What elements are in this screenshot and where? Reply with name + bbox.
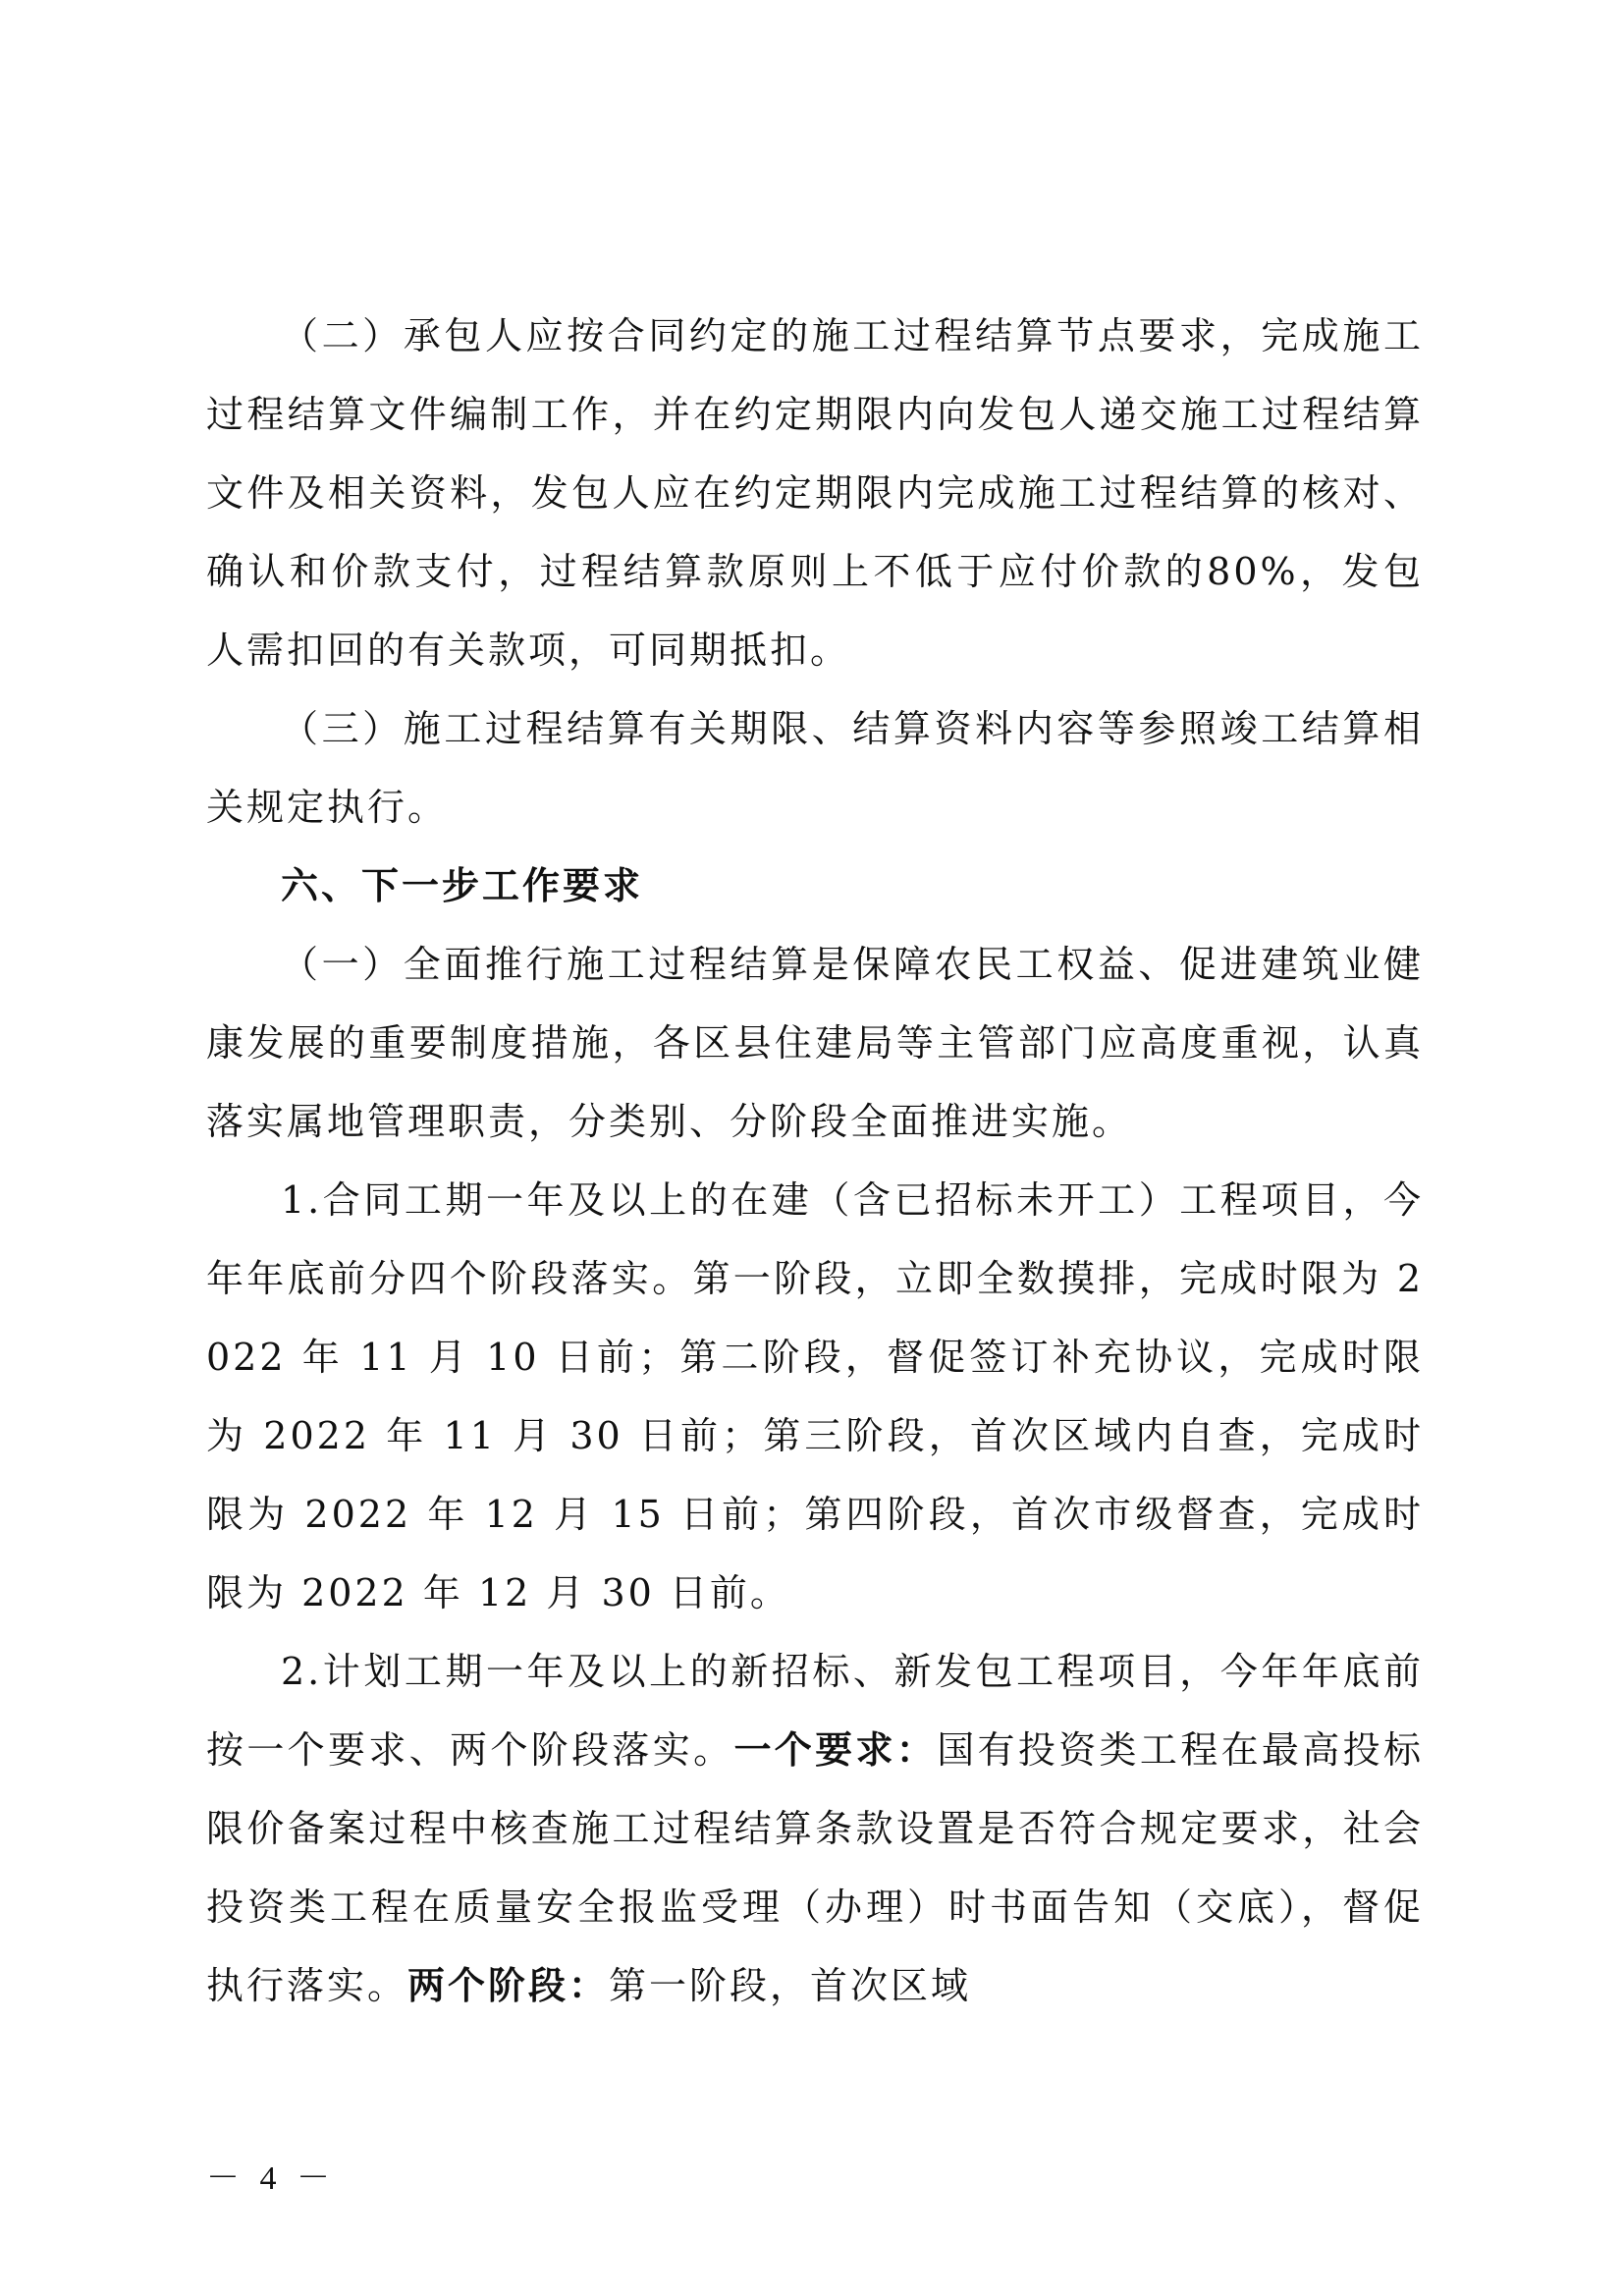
two-stages-label: 两个阶段： xyxy=(407,1964,610,2007)
paragraph-comprehensive-implementation: （一）全面推行施工过程结算是保障农民工权益、促进建筑业健康发展的重要制度措施，各区县住建局等主管部门应高度重视，认真落实属地管理职责，分类别、分阶段全面推进实施。 xyxy=(206,943,1424,1143)
paragraph-settlement-deadlines: （三）施工过程结算有关期限、结算资料内容等参照竣工结算相关规定执行。 xyxy=(206,707,1424,829)
list-item-2 xyxy=(206,1632,1424,2025)
list-item-2-stages-text: 第一阶段，首次区域 xyxy=(609,1964,972,2007)
list-item-1: 1.合同工期一年及以上的在建（含已招标未开工）工程项目，今年年底前分四个阶段落实。第一阶段，立即全数摸排，完成时限为 2022 年 11 月 10 日前；第二阶段，督促签订补充协议，完成时限为 2022 年 11 月 30 日前；第三阶段，首次区域内自查，完成时限为 2022 年 12 月 15 日前；第四阶段，首次市级督查，完成时限为 2022 年 12 月 30 日前。 xyxy=(206,1178,1424,1614)
one-requirement-label: 一个要求： xyxy=(733,1728,938,1772)
list-item-2-requirement-text: 国有投资类工程在最高投标限价备案过程中核查施工过程结算条款设置是否符合规定要求，社会投资类工程在质量安全报监受理（办理）时书面告知（交底），督促执行落实。 xyxy=(206,1728,1424,2007)
section-heading: 六、下一步工作要求 xyxy=(281,864,644,907)
page-number: － 4 － xyxy=(206,2160,336,2197)
paragraph-contractor-settlement: （二）承包人应按合同约定的施工过程结算节点要求，完成施工过程结算文件编制工作，并在约定期限内向发包人递交施工过程结算文件及相关资料，发包人应在约定期限内完成施工过程结算的核对、确认和价款支付，过程结算款原则上不低于应付价款的80%，发包人需扣回的有关款项，可同期抵扣。 xyxy=(206,314,1424,672)
list-item-2-intro: 2.计划工期一年及以上的新招标、新发包工程项目，今年年底前按一个要求、两个阶段落实。 xyxy=(206,1650,1424,1772)
document-body xyxy=(206,297,1424,2025)
